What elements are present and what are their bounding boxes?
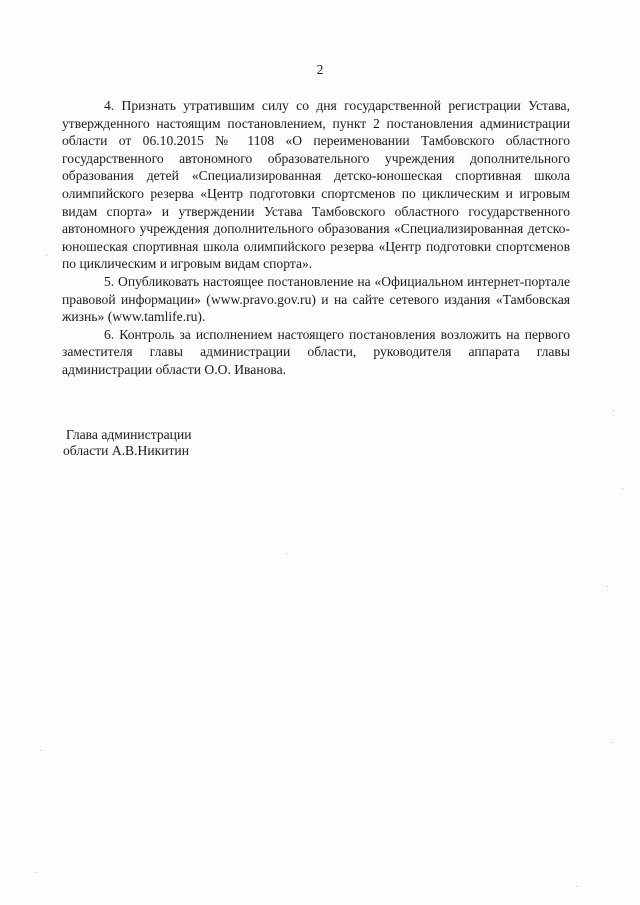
scan-speck [612, 742, 613, 743]
scan-speck [35, 872, 36, 873]
page-number: 2 [316, 62, 324, 77]
scan-speck [607, 586, 608, 587]
document-body [62, 97, 570, 379]
signature-block [63, 427, 192, 459]
paragraph-item-5: 5. Опубликовать настоящее постановление на «Официальном интернет-портале правовой информации» (www.pravo.gov.ru) и на сайте сетевого издания «Тамбовская жизнь» (www.tamlife.ru). [62, 273, 570, 325]
signature-title: Глава администрации [66, 427, 192, 442]
scan-speck [46, 255, 47, 256]
scan-speck [613, 410, 614, 411]
signature-name: области А.В.Никитин [63, 443, 189, 458]
scan-speck [40, 750, 41, 751]
paragraph-item-4: 4. Признать утратившим силу со дня государственной регистрации Устава, утвержденного настоящим постановлением, пункт 2 постановления администрации области от 06.10.2015 № 1108 «О переименовании Тамбовского областного государственного автономного образовательного учреждения дополнительного образования детей «Специализированная детско-юношеская спортивная школа олимпийского резерва «Центр подготовки спортсменов по циклическим и игровым видам спорта» и утверждении Устава Тамбовского областного государственного автономного учреждения дополнительного образования «Специализированная детско-юношеская спортивная школа олимпийского резерва «Центр подготовки спортсменов по циклическим и игровым видам спорта». [62, 98, 570, 272]
scan-speck [622, 488, 623, 489]
paragraph-item-6: 6. Контроль за исполнением настоящего постановления возложить на первого заместителя главы администрации области, руководителя аппарата главы администрации области О.О. Иванова. [62, 326, 570, 377]
scan-speck [286, 553, 287, 554]
scan-speck [576, 886, 577, 887]
